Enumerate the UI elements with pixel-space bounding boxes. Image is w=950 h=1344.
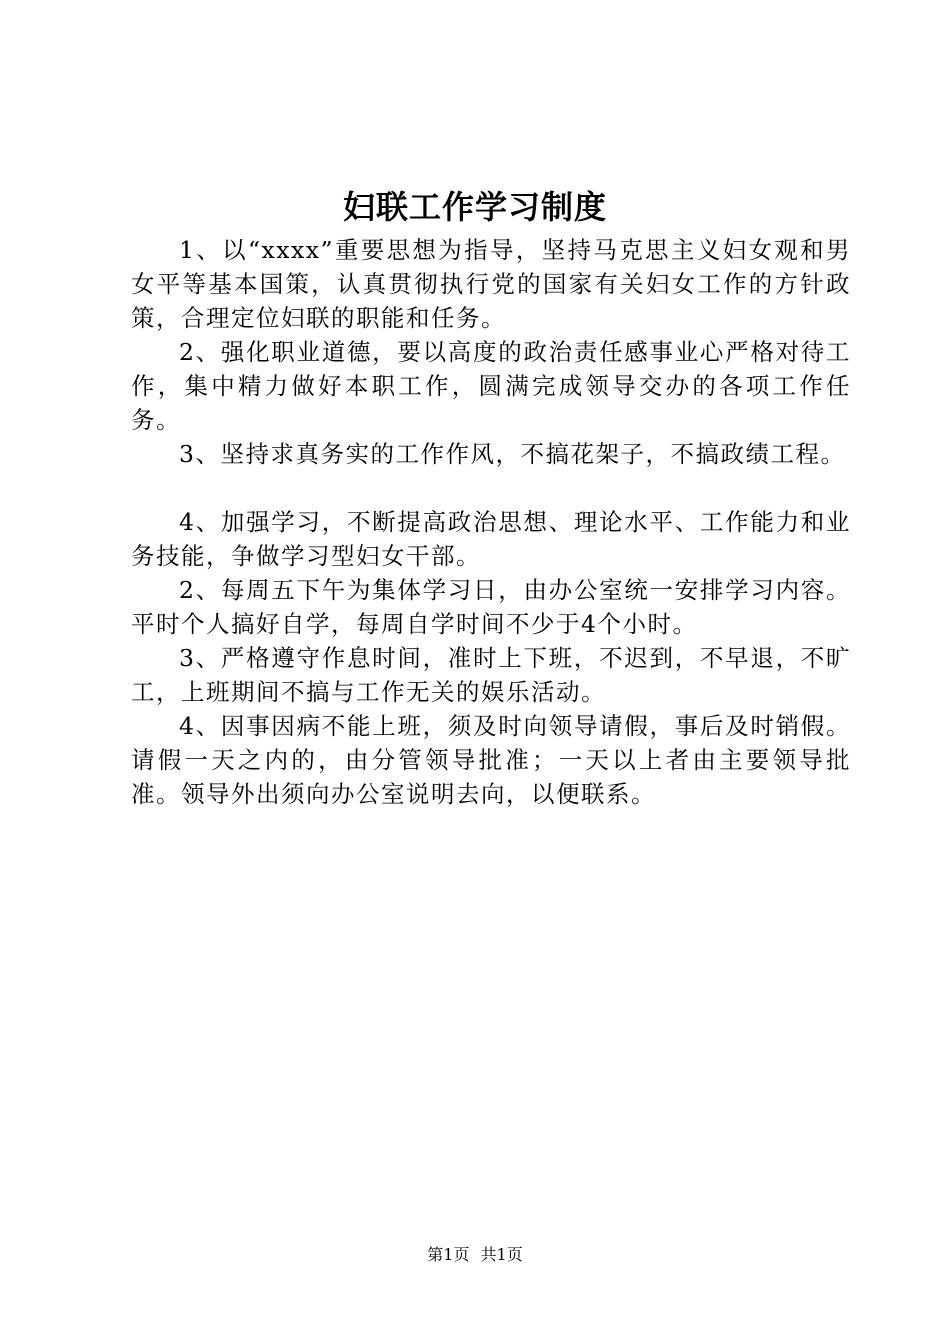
document-title: 妇联工作学习制度 [342, 188, 607, 226]
paragraph-4: 4、加强学习，不断提高政治思想、理论水平、工作能力和业务技能，争做学习型妇女干部。 [131, 508, 851, 570]
paragraph-1: 1、以“xxxx”重要思想为指导，坚持马克思主义妇女观和男女平等基本国策，认真贯彻执行党的国家有关妇女工作的方针政策，合理定位妇联的职能和任务。 [131, 236, 851, 332]
paragraph-6: 3、严格遵守作息时间，准时上下班，不迟到，不早退，不旷工，上班期间不搞与工作无关的娱乐活动。 [131, 644, 851, 706]
paragraph-7: 4、因事因病不能上班，须及时向领导请假，事后及时销假。请假一天之内的，由分管领导批准；一天以上者由主要领导批准。领导外出须向办公室说明去向，以便联系。 [131, 712, 851, 808]
paragraph-5: 2、每周五下午为集体学习日，由办公室统一安排学习内容。平时个人搞好自学，每周自学时间不少于4个小时。 [131, 576, 851, 638]
paragraph-3: 3、坚持求真务实的工作作风，不搞花架子，不搞政绩工程。 [179, 440, 846, 468]
page-footer [0, 1243, 950, 1267]
paragraph-2: 2、强化职业道德，要以高度的政治责任感事业心严格对待工作，集中精力做好本职工作，圆满完成领导交办的各项工作任务。 [131, 338, 851, 434]
page-number-label: 第1页 [427, 1245, 470, 1264]
total-pages-label: 共1页 [480, 1245, 523, 1264]
document-body [131, 233, 851, 811]
